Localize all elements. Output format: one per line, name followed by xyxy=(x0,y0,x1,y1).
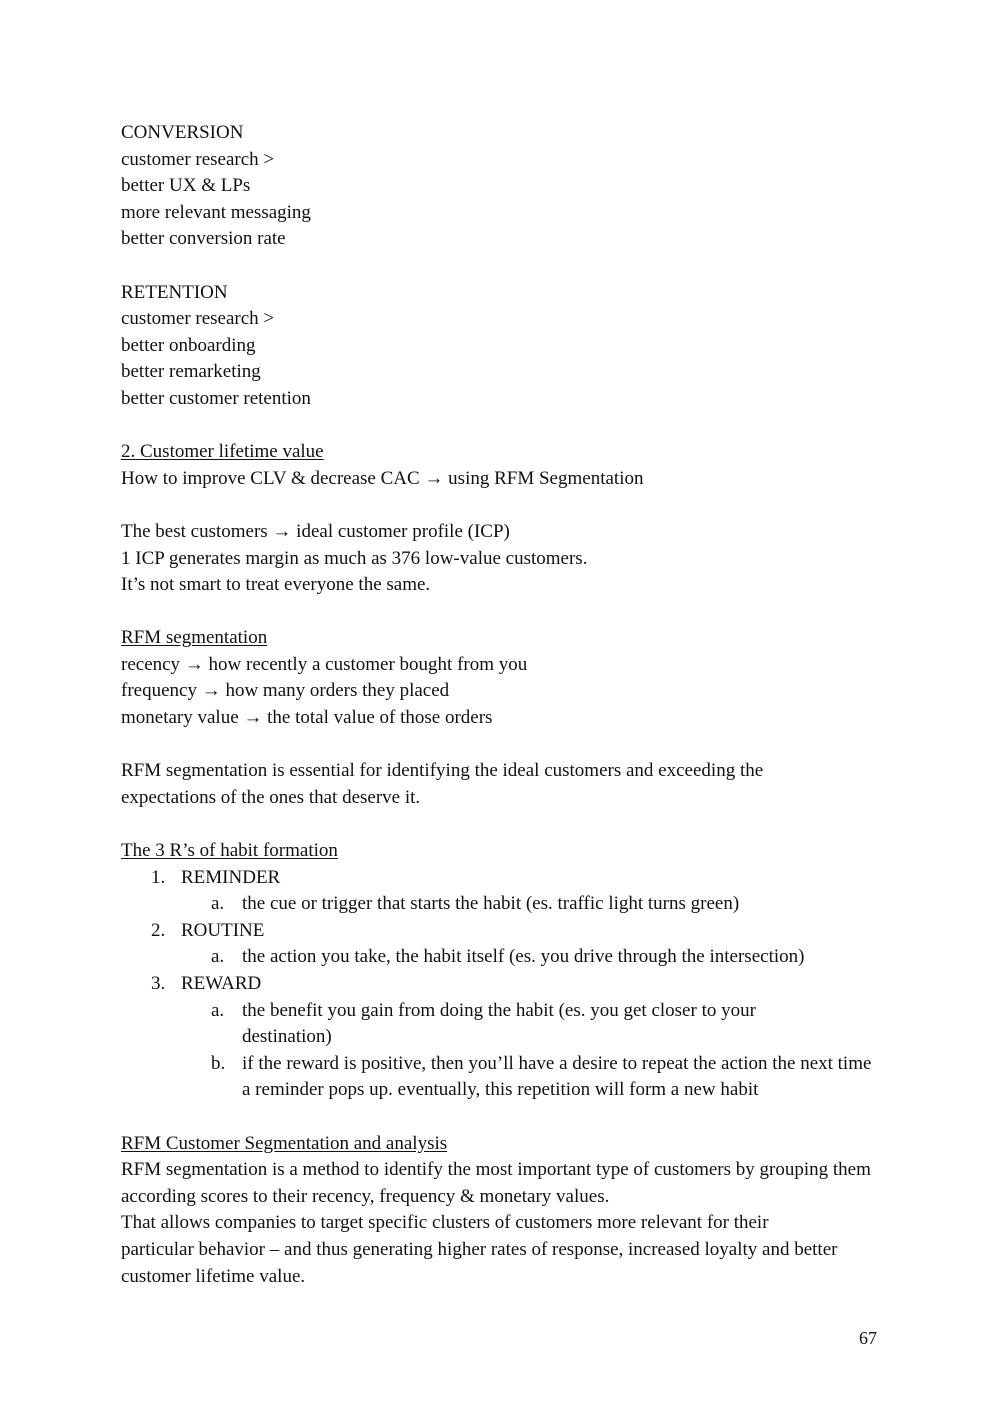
spacer xyxy=(121,811,881,838)
spacer xyxy=(121,1104,881,1131)
habit-list-item xyxy=(121,865,881,892)
icp-line: The best customers → ideal customer profile (ICP) xyxy=(121,520,510,542)
habit-heading: The 3 R’s of habit formation xyxy=(121,840,338,862)
sub-text: if the reward is positive, then you’ll have a desire to repeat the action the next time a reminder pops up. eventually, this repetition will form a new habit xyxy=(242,1052,872,1101)
icp-line: 1 ICP generates margin as much as 376 low-value customers. xyxy=(121,547,588,569)
spacer xyxy=(121,492,881,519)
sub-letter: a. xyxy=(211,893,225,915)
retention-line: better remarketing xyxy=(121,361,261,383)
sub-text: the action you take, the habit itself (es. you drive through the intersection) xyxy=(242,946,805,968)
spacer xyxy=(121,732,881,759)
conversion-line: more relevant messaging xyxy=(121,201,311,223)
analysis-paragraph: RFM segmentation is a method to identify the most important type of customers by grouping them according scores to their recency, frequency & monetary values. xyxy=(121,1159,871,1207)
retention-line: better onboarding xyxy=(121,334,256,356)
habit-sub-item xyxy=(121,998,881,1051)
clv-line: How to improve CLV & decrease CAC → using RFM Segmentation xyxy=(121,467,644,489)
list-number: 3. xyxy=(151,973,166,994)
sub-letter: b. xyxy=(211,1052,226,1074)
habit-list-item xyxy=(121,918,881,945)
spacer xyxy=(121,253,881,280)
list-number: 2. xyxy=(151,919,166,941)
list-label: REMINDER xyxy=(181,866,281,888)
rfm-line: frequency → how many orders they placed xyxy=(121,680,450,702)
conversion-heading: CONVERSION xyxy=(121,122,244,143)
spacer xyxy=(121,599,881,626)
page-number: 67 xyxy=(859,1328,877,1348)
spacer xyxy=(121,413,881,440)
sub-letter: a. xyxy=(211,946,225,968)
sub-text: the cue or trigger that starts the habit (es. traffic light turns green) xyxy=(242,893,740,915)
rfm-line: monetary value → the total value of those orders xyxy=(121,707,493,729)
conversion-line: customer research > xyxy=(121,148,275,170)
retention-heading: RETENTION xyxy=(121,281,228,303)
habit-sub-item xyxy=(121,944,881,971)
sub-text: the benefit you gain from doing the habit (es. you get closer to your destination) xyxy=(242,999,756,1048)
habit-sub-item xyxy=(121,891,881,918)
list-label: REWARD xyxy=(181,973,262,994)
rfm-line: recency → how recently a customer bought from you xyxy=(121,653,528,675)
retention-line: customer research > xyxy=(121,308,275,330)
list-label: ROUTINE xyxy=(181,919,265,941)
rfm-paragraph: RFM segmentation is essential for identifying the ideal customers and exceeding the expectations of the ones that deserve it. xyxy=(121,760,764,808)
analysis-heading: RFM Customer Segmentation and analysis xyxy=(121,1132,448,1154)
sub-letter: a. xyxy=(211,999,225,1021)
habit-list-item xyxy=(121,971,881,998)
habit-sub-item xyxy=(121,1051,881,1104)
conversion-line: better conversion rate xyxy=(121,228,286,250)
clv-heading: 2. Customer lifetime value xyxy=(121,441,324,463)
rfm-heading: RFM segmentation xyxy=(121,627,268,649)
list-number: 1. xyxy=(151,866,166,888)
icp-line: It’s not smart to treat everyone the same. xyxy=(121,574,431,596)
analysis-paragraph: That allows companies to target specific clusters of customers more relevant for their particular behavior – and thus generating higher rates of response, increased loyalty and better customer lifetime value. xyxy=(121,1212,838,1287)
retention-line: better customer retention xyxy=(121,387,311,409)
conversion-line: better UX & LPs xyxy=(121,175,251,197)
page-content xyxy=(121,120,881,1290)
